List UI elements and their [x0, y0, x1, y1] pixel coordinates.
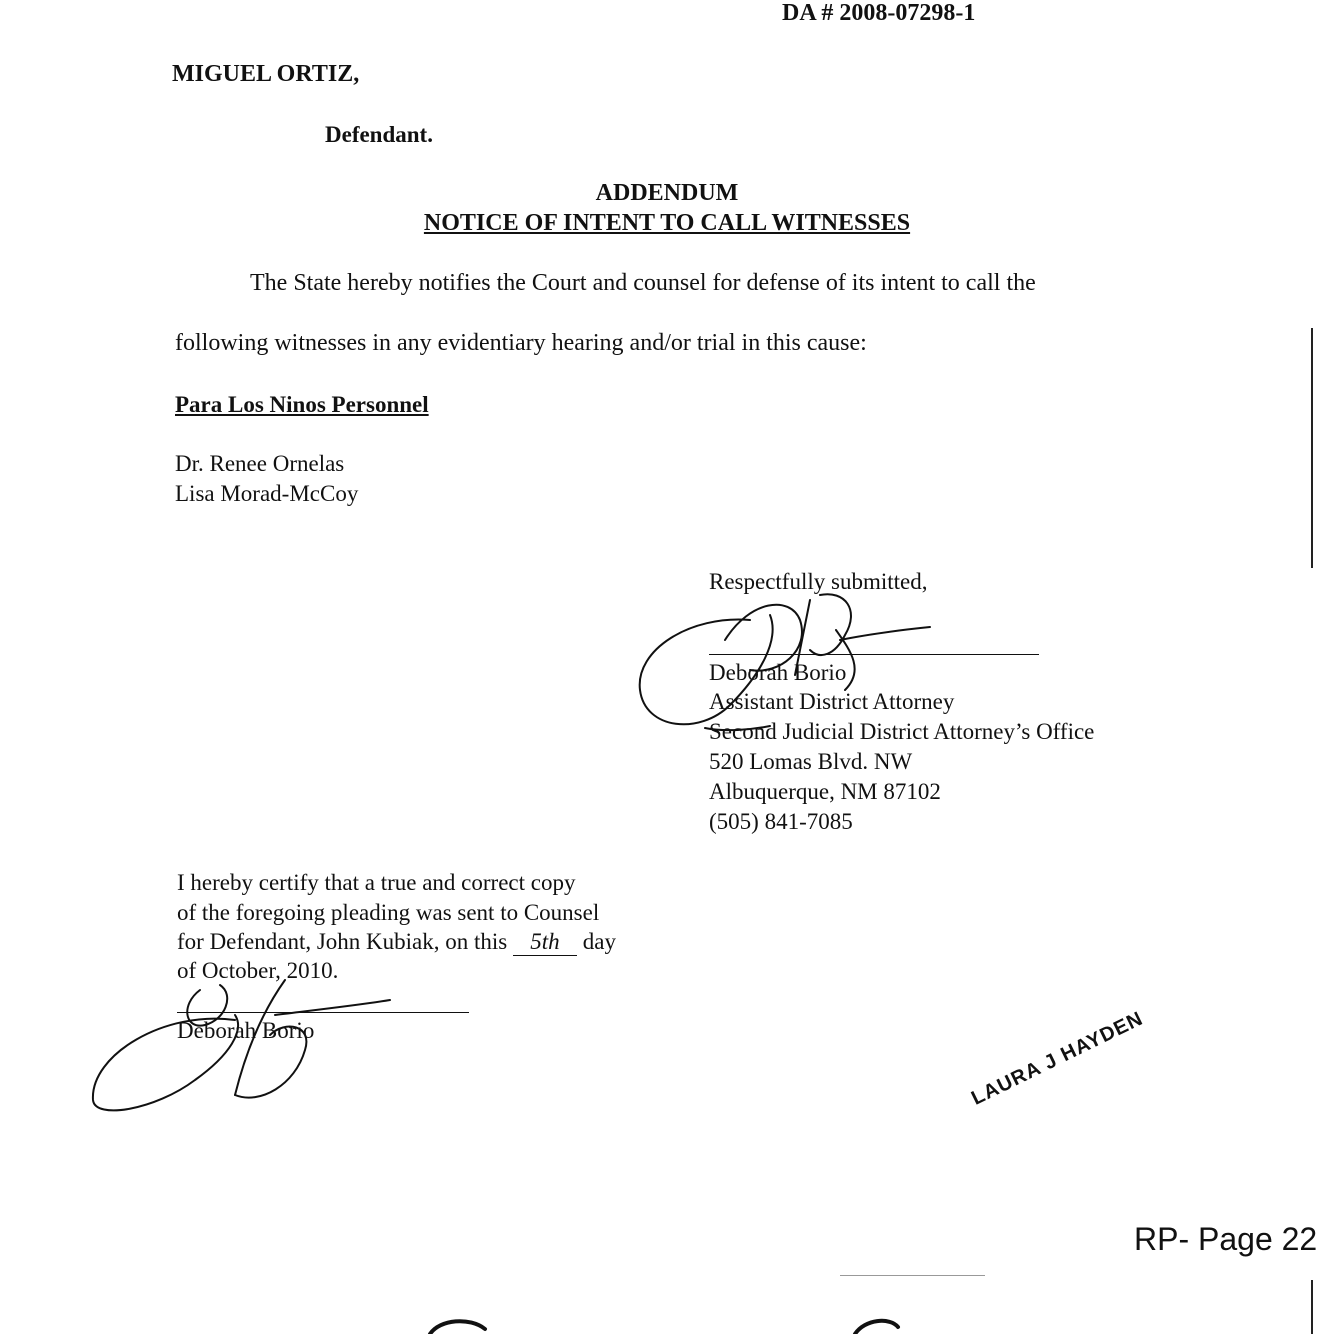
body-paragraph-line-2: following witnesses in any evidentiary hearing and/or trial in this cause:	[175, 330, 867, 356]
body-paragraph-line-1: The State hereby notifies the Court and counsel for defense of its intent to call the	[250, 270, 1036, 296]
certificate-line-4: of October, 2010.	[177, 958, 339, 983]
document-title: ADDENDUM	[595, 180, 739, 206]
certificate-line-1: I hereby certify that a true and correct copy	[177, 870, 576, 895]
signer-office: Second Judicial District Attorney’s Office	[709, 719, 1095, 744]
handwritten-signature	[630, 580, 950, 740]
certificate-signer: Deborah Borio	[177, 1018, 315, 1043]
scan-artifact-line	[840, 1275, 985, 1276]
da-number: DA # 2008-07298-1	[782, 0, 976, 26]
scan-artifact-marks	[420, 1315, 920, 1334]
certificate-line-3-prefix: for Defendant, John Kubiak, on this	[177, 929, 508, 954]
name-stamp: LAURA J HAYDEN	[968, 1007, 1147, 1110]
signer-city: Albuquerque, NM 87102	[709, 779, 941, 804]
handwritten-signature	[85, 975, 405, 1115]
witness-name: Lisa Morad-McCoy	[175, 481, 359, 506]
scan-edge-line	[1311, 1280, 1313, 1334]
page-label: RP- Page 22	[1134, 1221, 1318, 1257]
signer-street: 520 Lomas Blvd. NW	[709, 749, 913, 774]
document-subtitle: NOTICE OF INTENT TO CALL WITNESSES	[423, 210, 911, 236]
certificate-line-3	[177, 929, 616, 956]
signer-phone: (505) 841-7085	[709, 809, 853, 834]
signer-title: Assistant District Attorney	[709, 689, 955, 714]
signer-name: Deborah Borio	[709, 660, 847, 685]
defendant-label: Defendant.	[325, 122, 433, 147]
scan-edge-line	[1311, 328, 1313, 568]
handwritten-day: 5th	[513, 929, 577, 956]
witness-name: Dr. Renee Ornelas	[175, 451, 345, 476]
certificate-line-2: of the foregoing pleading was sent to Counsel	[177, 900, 600, 925]
defendant-name: MIGUEL ORTIZ,	[172, 61, 360, 87]
certificate-line-3-suffix: day	[582, 929, 616, 954]
witness-group-heading: Para Los Ninos Personnel	[175, 392, 429, 417]
closing-text: Respectfully submitted,	[709, 569, 928, 594]
